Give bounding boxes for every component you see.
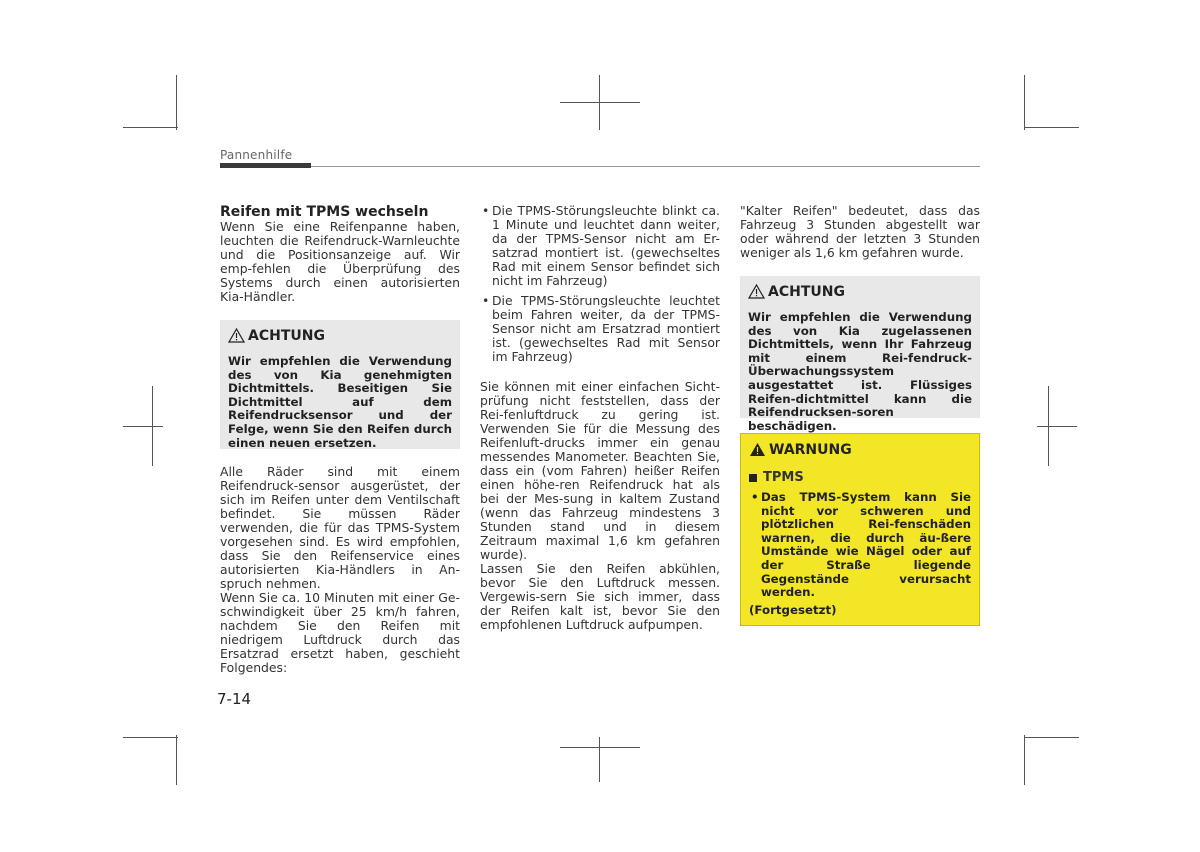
column-middle	[480, 204, 720, 632]
caution-box	[220, 320, 460, 449]
crop-mark	[176, 735, 177, 785]
page-number: 7-14	[217, 690, 252, 708]
square-bullet-icon	[749, 474, 757, 482]
paragraph: "Kalter Reifen" bedeutet, dass das Fahrzeug 3 Stunden abgestellt war oder während der letzten 3 Stunden weniger als 1,6 km gefahren wurde.	[740, 203, 980, 260]
crop-mark	[560, 747, 640, 748]
crop-mark	[123, 737, 178, 738]
intro-paragraph: Wenn Sie eine Reifenpanne haben, leuchten die Reifendruck-Warnleuchte und die Positionsanzeige auf. Wir emp-fehlen die Überprüfung des Systems durch einen autorisierten Kia-Händler.	[220, 219, 460, 304]
header-rule	[311, 166, 980, 167]
crop-mark	[176, 75, 177, 130]
list-item: • Die TPMS-Störungsleuchte leuchtet beim Fahren weiter, da der TPMS-Sensor nicht am Ersatzrad montiert ist. (gewechseltes Rad mit Sensor im Fahrzeug)	[480, 294, 720, 364]
crop-mark	[1037, 426, 1077, 427]
crop-mark	[599, 737, 600, 782]
caution-heading: ACHTUNG	[228, 328, 452, 343]
crop-mark	[123, 127, 178, 128]
warning-box	[740, 433, 980, 626]
warning-triangle-icon	[748, 284, 765, 299]
warning-list	[749, 491, 971, 600]
paragraph: Lassen Sie den Reifen abkühlen, bevor Sie den Luftdruck messen. Vergewis-sern Sie sich immer, dass der Reifen kalt ist, bevor Sie den empfohlenen Luftdruck aufpumpen.	[480, 561, 720, 632]
bullet-list	[480, 204, 720, 364]
warning-triangle-icon	[228, 328, 245, 343]
caution-box	[740, 276, 980, 433]
header-bar	[220, 163, 311, 168]
column-right	[740, 204, 980, 626]
list-item: • Die TPMS-Störungsleuchte blinkt ca. 1 Minute und leuchtet dann weiter, da der TPMS-Sensor nicht am Er-satzrad montiert ist. (gewechseltes Rad mit einem Sensor befindet sich nicht im Fahrzeug)	[480, 204, 720, 288]
list-item: • Das TPMS-System kann Sie nicht vor schweren und plötzlichen Rei-fenschäden warnen, die durch äu-ßere Umstände wie Nägel oder auf der Straße liegende Gegenstände verursacht werden.	[749, 491, 971, 600]
warning-subheading: TPMS	[749, 471, 971, 485]
caution-heading: ACHTUNG	[748, 284, 972, 299]
column-left	[220, 204, 460, 675]
paragraph: Alle Räder sind mit einem Reifendruck-sensor ausgerüstet, der sich im Reifen unter dem Ventilschaft befindet. Sie müssen Räder verwenden, die für das TPMS-System vorgesehen sind. Es wird empfohlen, dass Sie den Reifenservice eines autorisierten Kia-Händlers in An-spruch nehmen.	[220, 464, 460, 591]
section-title: Reifen mit TPMS wechseln	[220, 204, 429, 220]
crop-mark	[560, 102, 640, 103]
crop-mark	[1024, 127, 1079, 128]
paragraph: Wenn Sie ca. 10 Minuten mit einer Ge-schwindigkeit über 25 km/h fahren, nachdem Sie den Reifen mit niedrigem Luftdruck durch das Ersatzrad ersetzt haben, geschieht Folgendes:	[220, 590, 460, 675]
section-header: Pannenhilfe	[220, 148, 293, 162]
paragraph: Sie können mit einer einfachen Sicht-prüfung nicht feststellen, dass der Rei-fenluftdruck zu gering ist. Verwenden Sie für die Messung des Reifenluft-drucks immer ein genau messendes Manometer. Beachten Sie, dass ein (vom Fahren) heißer Reifen einen höhe-ren Reifendruck hat als bei der Mes-sung in kaltem Zustand (wenn das Fahrzeug mindestens 3 Stunden stand und in diesem Zeitraum maximal 1,6 km gefahren wurde).	[480, 379, 720, 562]
warning-triangle-icon	[749, 442, 766, 457]
crop-mark	[123, 426, 163, 427]
crop-mark	[1024, 737, 1079, 738]
caution-text: Wir empfehlen die Verwendung des von Kia genehmigten Dichtmittels. Beseitigen Sie Dichtmittel auf dem Reifendrucksensor und der Felge, wenn Sie den Reifen durch einen neuen ersetzen.	[228, 354, 452, 450]
crop-mark	[1024, 735, 1025, 785]
crop-mark	[1024, 75, 1025, 130]
warning-heading: WARNUNG	[749, 442, 971, 457]
caution-text: Wir empfehlen die Verwendung des von Kia zugelassenen Dichtmittels, wenn Ihr Fahrzeug mit einem Rei-fendruck-Überwachungssystem ausgestattet ist. Flüssiges Reifen-dichtmittel kann die Reifendrucksen-soren beschädigen.	[748, 310, 972, 433]
continued-note: (Fortgesetzt)	[749, 602, 837, 617]
